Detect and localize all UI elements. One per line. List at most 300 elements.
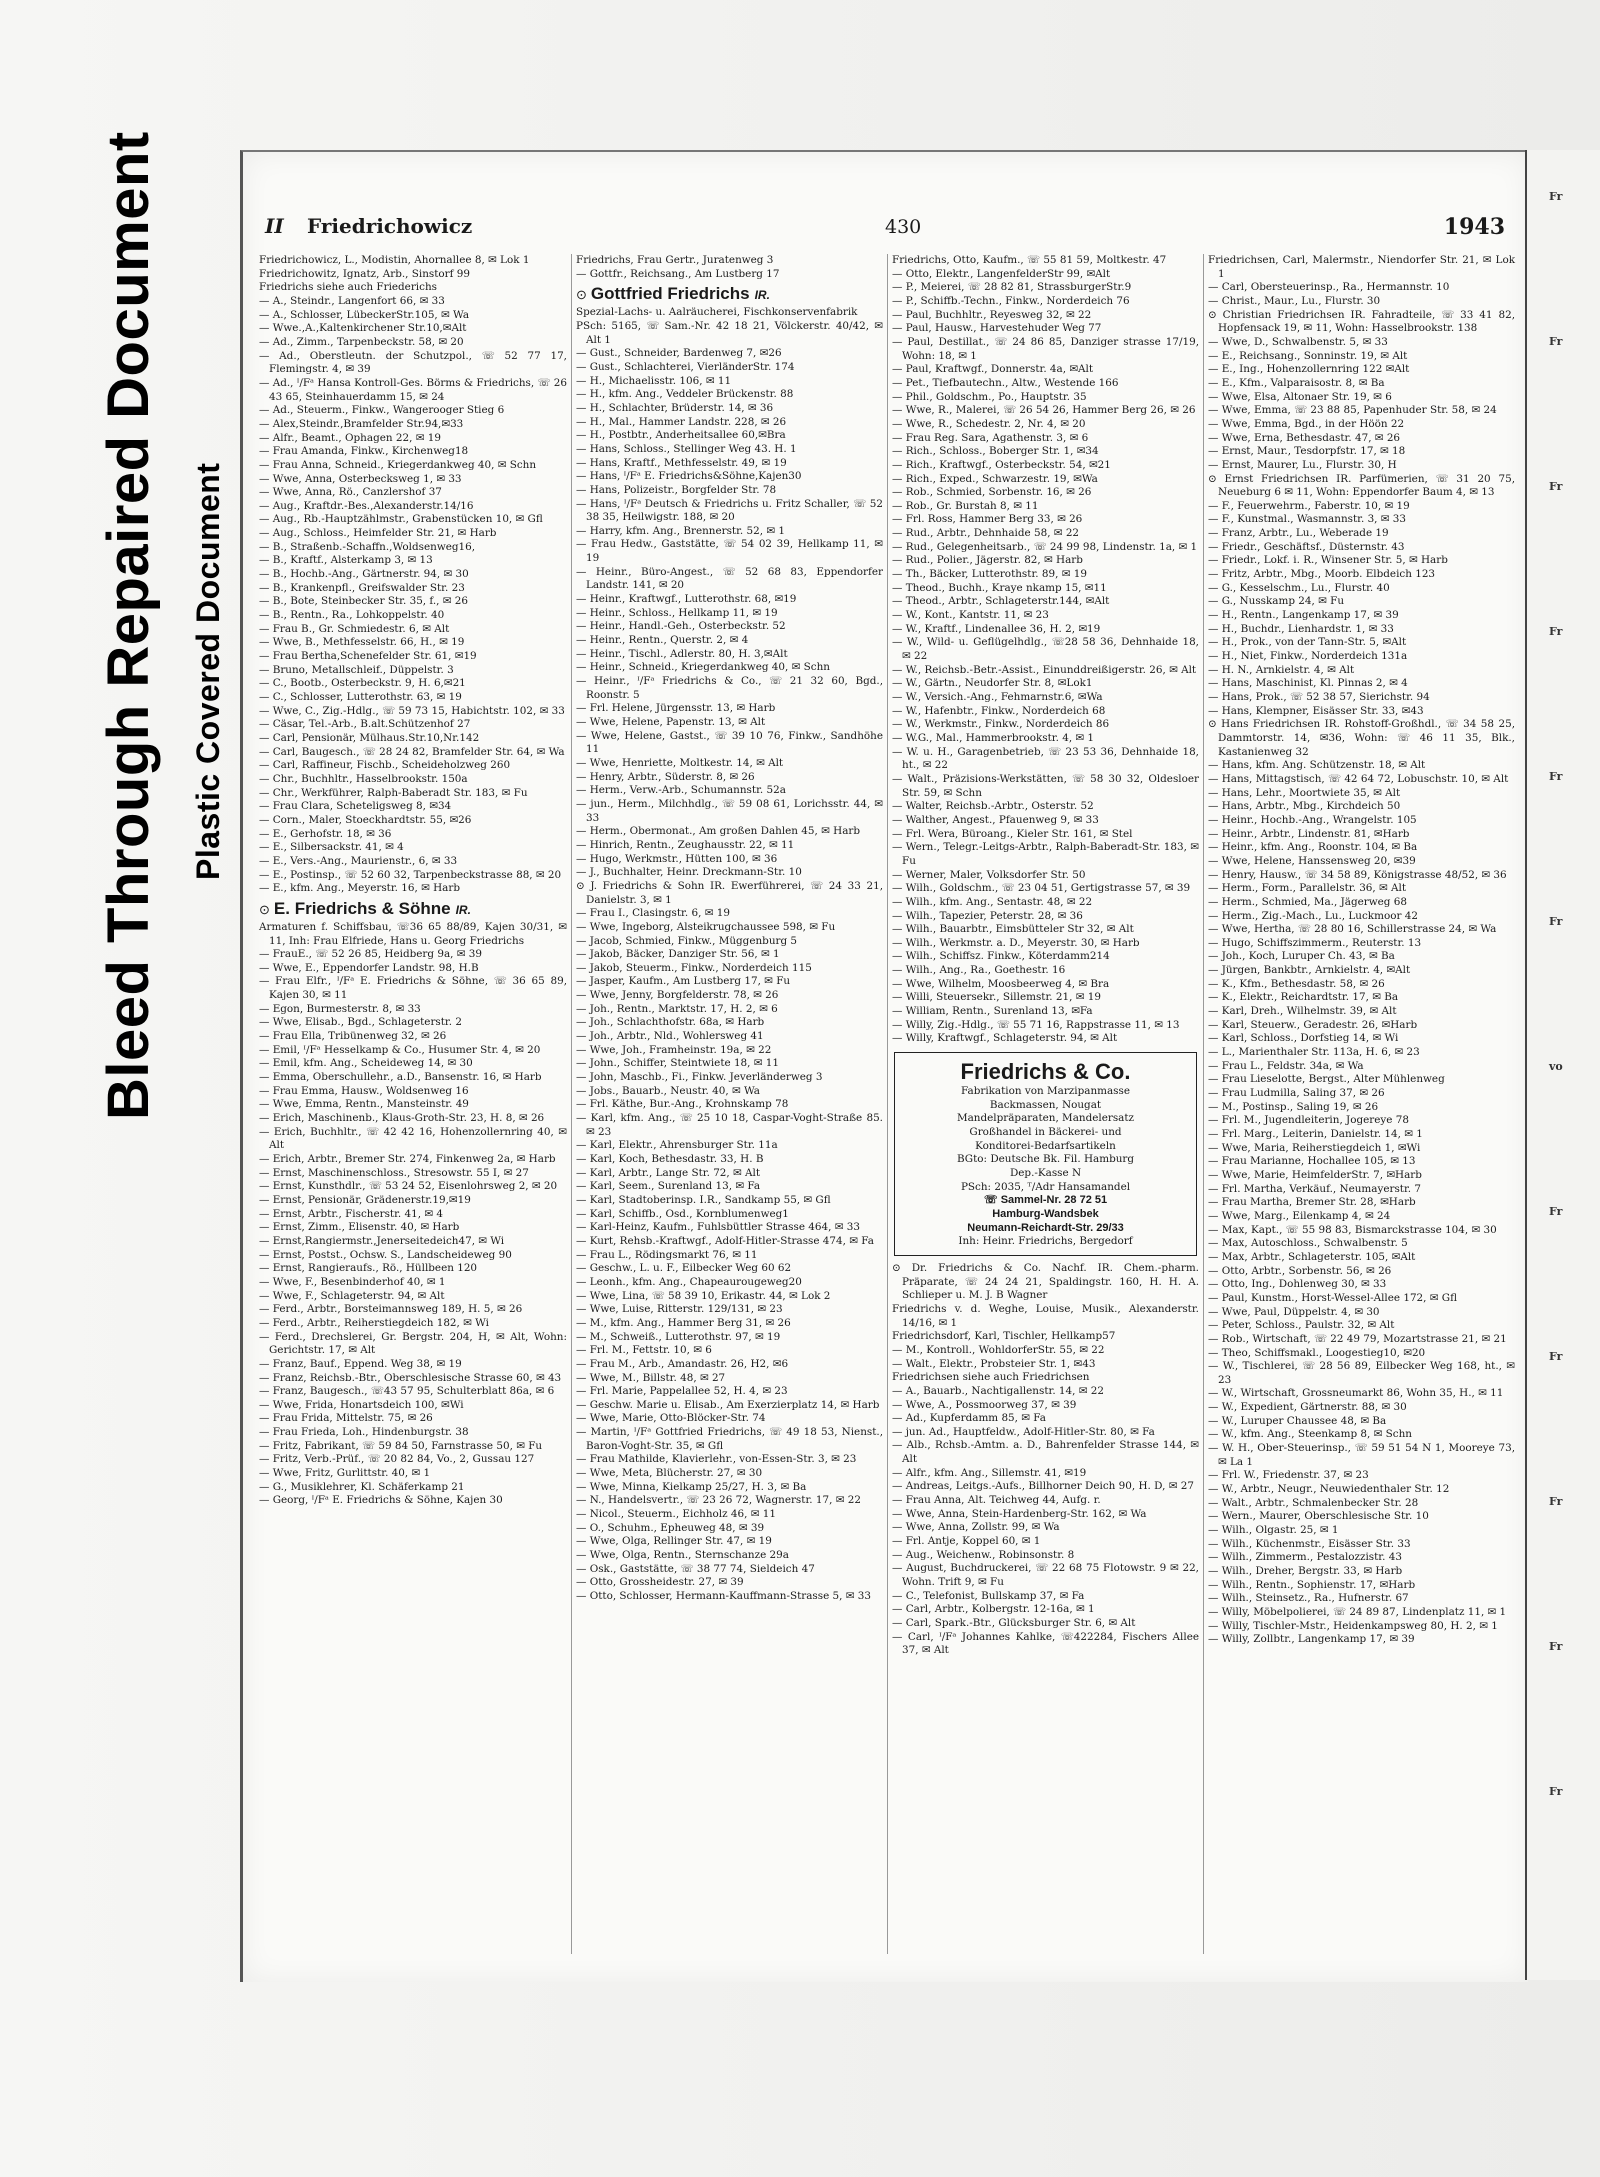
directory-entry: — FrauE., ☏ 52 26 85, Heidberg 9a, ✉ 39	[259, 948, 482, 961]
directory-entry: — Wwe, Helene, Gastst., ☏ 39 10 76, Finkw., Sandhöhe 11	[576, 729, 883, 756]
directory-entry: — Paul, Buchhltr., Reyesweg 32, ✉ 22	[892, 308, 1092, 321]
directory-entry: — Frau L., Feldstr. 34a, ✉ Wa	[1208, 1059, 1364, 1072]
directory-entry: — Ad., Oberstleutn. der Schutzpol., ☏ 52 77 17, Flemingstr. 4, ✉ 39	[259, 349, 567, 376]
directory-entry: — G., Nusskamp 24, ✉ Fu	[1208, 595, 1345, 608]
directory-entry: — Alex,Steindr.,Bramfelder Str.94,✉33	[259, 417, 464, 430]
directory-entry: — Hinrich, Rentn., Zeughausstr. 22, ✉ 11	[576, 838, 795, 851]
directory-entry: — Heinr., Schloss., Hellkamp 11, ✉ 19	[576, 606, 778, 619]
directory-entry: — Wwe, Wilhelm, Moosbeerweg 4, ✉ Bra	[892, 977, 1110, 990]
directory-entry: — P., Schiffb.-Techn., Finkw., Norderdeich 76	[892, 294, 1130, 307]
directory-entry: — Wwe, F., Besenbinderhof 40, ✉ 1	[259, 1275, 446, 1288]
directory-entry: — M., Schweiß., Lutterothstr. 97, ✉ 19	[576, 1330, 781, 1343]
directory-entry: — E., Gerhofstr. 18, ✉ 36	[259, 827, 392, 840]
directory-entry: — Frau Hedw., Gaststätte, ☏ 54 02 39, Hellkamp 11, ✉ 19	[576, 538, 883, 565]
directory-entry: — Frau Anna, Alt. Teichweg 44, Aufg. r.	[892, 1494, 1101, 1507]
column-4	[1203, 254, 1519, 1954]
directory-entry: — Frau Marianne, Hochallee 105, ✉ 13	[1208, 1155, 1416, 1168]
directory-entry: — Herm., Obermonat., Am großen Dahlen 45, ✉ Harb	[576, 825, 861, 838]
directory-entry: — K., Elektr., Reichardtstr. 17, ✉ Ba	[1208, 991, 1399, 1004]
ad-line: BGto: Deutsche Bk. Fil. Hamburg	[956, 1153, 1135, 1166]
directory-entry: — Frl. W., Friedenstr. 37, ✉ 23	[1208, 1469, 1369, 1482]
adjacent-page-edge	[1525, 150, 1600, 1980]
directory-entry: — Willy, Tischler-Mstr., Heidenkampsweg 80, H. 2, ✉ 1	[1208, 1619, 1498, 1632]
directory-entry: — Alfr., kfm. Ang., Sillemstr. 41, ✉19	[892, 1466, 1087, 1479]
directory-entry: — Karl, kfm. Ang., ☏ 25 10 18, Caspar-Voght-Straße 85. ✉ 23	[576, 1112, 883, 1138]
directory-entry: — August, Buchdruckerei, ☏ 22 68 75 Flotowstr. 9 ✉ 22, Wohn. Trift 9, ✉ Fu	[892, 1562, 1199, 1589]
directory-entry: — Carl, ᴵ/Fᵃ Johannes Kahlke, ☏422284, Fischers Allee 37, ✉ Alt	[892, 1630, 1199, 1657]
directory-entry: — Wwe, Helene, Papenstr. 13, ✉ Alt	[576, 716, 766, 728]
directory-entry: — Cäsar, Tel.-Arb., B.alt.Schützenhof 27	[259, 718, 471, 731]
directory-entry: — Wilh., Zimmerm., Pestalozzistr. 43	[1208, 1551, 1402, 1564]
directory-entry: — Rob., Wirtschaft, ☏ 22 49 79, Mozartstrasse 21, ✉ 21	[1208, 1332, 1507, 1345]
directory-entry: — W., Tischlerei, ☏ 28 56 89, Eilbecker Weg 168, ht., ✉ 23	[1208, 1360, 1515, 1386]
directory-entry: — Pet., Tiefbautechn., Altw., Westende 166	[892, 376, 1119, 389]
directory-entry: — Wwe, M., Billstr. 48, ✉ 27	[576, 1371, 726, 1384]
directory-entry: — Ernst, Maschinenschloss., Stresowstr. 55 I, ✉ 27	[259, 1166, 529, 1179]
directory-entry: — Franz, Baugesch., ☏43 57 95, Schulterblatt 86a, ✉ 6	[259, 1385, 555, 1398]
directory-entry: — jun. Ad., Hauptfeldw., Adolf-Hitler-Str. 80, ✉ Fa	[892, 1425, 1155, 1438]
directory-entry: — Corn., Maler, Stoeckhardtstr. 55, ✉26	[259, 813, 472, 826]
directory-entry: — Otto, Grossheidestr. 27, ✉ 39	[576, 1576, 744, 1589]
directory-entry: — Carl, Arbtr., Kolbergstr. 12-16a, ✉ 1	[892, 1603, 1095, 1616]
listing-columns	[255, 254, 1521, 1954]
directory-entry: — Heinr., ᴵ/Fᵃ Friedrichs & Co., ☏ 21 32 60, Bgd., Roonstr. 5	[576, 675, 883, 701]
directory-entry: — Rich., Schloss., Boberger Str. 1, ✉34	[892, 445, 1099, 458]
directory-entry: — John., Schiffer, Steintwiete 18, ✉ 11	[576, 1057, 780, 1070]
directory-entry: — Franz, Arbtr., Lu., Weberade 19	[1208, 527, 1389, 540]
directory-entry: — Rich., Exped., Schwarzestr. 19, ✉Wa	[892, 472, 1098, 485]
directory-entry: — Wwe, E., Eppendorfer Landstr. 98, H.B	[259, 961, 479, 974]
directory-entry: — Ad., ᴵ/Fᵃ Hansa Kontroll-Ges. Börms & Friedrichs, ☏ 26 43 65, Steinhauerdamm 15, ✉ 24	[259, 376, 567, 403]
directory-entry: — Karl-Heinz, Kaufm., Fuhlsbüttler Strasse 464, ✉ 33	[576, 1221, 860, 1234]
telephone-marker-icon: ⊙	[576, 287, 587, 303]
directory-entry: — Emil, ᴵ/Fᵃ Hesselkamp & Co., Husumer Str. 4, ✉ 20	[259, 1043, 541, 1056]
ad-line: Konditorei-Bedarfsartikeln	[975, 1139, 1116, 1152]
directory-entry: — John, Maschb., Fi., Finkw. Jeverländerweg 3	[576, 1071, 823, 1084]
directory-entry: — Erich, Buchhltr., ☏ 42 42 16, Hohenzollernring 40, ✉ Alt	[259, 1125, 567, 1152]
directory-entry: — Max, Arbtr., Schlageterstr. 105, ✉Alt	[1208, 1250, 1416, 1263]
directory-entry: — Karl, Elektr., Ahrensburger Str. 11a	[576, 1139, 778, 1152]
directory-entry: — Wwe, Helene, Hanssensweg 20, ✉39	[1208, 854, 1416, 867]
directory-entry: Spezial-Lachs- u. Aalräucherei, Fischkonservenfabrik	[576, 306, 858, 319]
directory-entry: — Frl. Martha, Verkäuf., Neumayerstr. 7	[1208, 1182, 1422, 1195]
directory-entry: — H., Michaelisstr. 106, ✉ 11	[576, 374, 732, 387]
adjacent-page-fragment: Fr	[1549, 915, 1563, 928]
directory-entry: — Christ., Maur., Lu., Flurstr. 30	[1208, 294, 1381, 307]
directory-entry: — Wwe, Erna, Bethesdastr. 47, ✉ 26	[1208, 431, 1401, 444]
directory-entry: — Frau B., Gr. Schmiedestr. 6, ✉ Alt	[259, 622, 450, 635]
directory-entry: — Wwe, F., Schlageterstr. 94, ✉ Alt	[259, 1289, 445, 1302]
directory-entry: — W. H., Ober-Steuerinsp., ☏ 59 51 54 N 1, Mooreye 73, ✉ La 1	[1208, 1442, 1515, 1468]
directory-entry: — W., Wild- u. Geflügelhdlg., ☏28 58 36, Dehnhaide 18, ✉ 22	[892, 636, 1199, 663]
directory-entry: — Wwe, C., Zig.-Hdlg., ☏ 59 73 15, Habichtstr. 102, ✉ 33	[259, 704, 565, 717]
directory-entry: — H., Prok., von der Tann-Str. 5, ✉Alt	[1208, 636, 1407, 649]
directory-entry: — Wwe.,A.,Kaltenkirchener Str.10,✉Alt	[259, 322, 467, 335]
directory-entry: — Rud., Polier., Jägerstr. 82, ✉ Harb	[892, 554, 1083, 567]
directory-entry: — Carl, Pensionär, Mülhaus.Str.10,Nr.142	[259, 731, 480, 744]
telephone-marker-icon: ⊙	[259, 901, 270, 917]
directory-entry: — A., Steindr., Langenfort 66, ✉ 33	[259, 294, 445, 307]
directory-entry: — Karl, Dreh., Wilhelmstr. 39, ✉ Alt	[1208, 1005, 1397, 1018]
directory-entry: — Ferd., Arbtr., Reiherstiegdeich 182, ✉ Wi	[259, 1316, 489, 1329]
directory-entry: — Peter, Schloss., Paulstr. 32, ✉ Alt	[1208, 1319, 1395, 1332]
directory-entry: — Max, Autoschloss., Schwalbenstr. 5	[1208, 1237, 1408, 1250]
directory-entry: — Wwe, Joh., Framheinstr. 19a, ✉ 22	[576, 1043, 772, 1056]
directory-entry: — Wilh., Olgastr. 25, ✉ 1	[1208, 1524, 1339, 1537]
directory-entry: — Ernst, Arbtr., Fischerstr. 41, ✉ 4	[259, 1207, 443, 1220]
adjacent-page-fragment: Fr	[1549, 1640, 1563, 1653]
directory-entry: — Chr., Buchhltr., Hasselbrookstr. 150a	[259, 772, 468, 785]
directory-entry: — Jasper, Kaufm., Am Lustberg 17, ✉ Fu	[576, 975, 791, 988]
directory-entry: — F., Kunstmal., Wasmannstr. 3, ✉ 33	[1208, 513, 1407, 526]
directory-entry: — Geschw., L. u. F., Eilbecker Weg 60 62	[576, 1262, 792, 1275]
directory-entry: — Jakob, Bäcker, Danziger Str. 56, ✉ 1	[576, 948, 780, 961]
directory-entry: — Frau Elfr., ᴵ/Fᵃ E. Friedrichs & Söhne, ☏ 36 65 89, Kajen 30, ✉ 11	[259, 975, 567, 1002]
directory-entry: — Frl. Ross, Hammer Berg 33, ✉ 26	[892, 513, 1083, 526]
directory-entry: — W., Versich.-Ang., Fehmarnstr.6, ✉Wa	[892, 691, 1103, 703]
directory-entry: — Fritz, Verb.-Prüf., ☏ 20 82 84, Vo., 2, Gussau 127	[259, 1453, 535, 1466]
directory-entry: — W., Arbtr., Neugr., Neuwiedenthaler Str. 12	[1208, 1483, 1450, 1496]
directory-entry: — W., Werkmstr., Finkw., Norderdeich 86	[892, 718, 1110, 731]
ad-line: Inh: Heinr. Friedrichs, Bergedorf	[958, 1235, 1133, 1248]
directory-entry: — B., Bote, Steinbecker Str. 35, f., ✉ 26	[259, 595, 469, 608]
directory-entry: — Wilh., Ang., Ra., Goethestr. 16	[892, 964, 1066, 977]
directory-entry: — Wilh., Werkmstr. a. D., Meyerstr. 30, ✉ Harb	[892, 936, 1140, 949]
directory-entry: — Wilh., kfm. Ang., Sentastr. 48, ✉ 22	[892, 895, 1093, 908]
directory-entry: — P., Meierei, ☏ 28 82 81, StrassburgerStr.9	[892, 281, 1132, 294]
directory-entry: — Ernst, Kunsthdlr., ☏ 53 24 52, Eisenlohrsweg 2, ✉ 20	[259, 1180, 558, 1193]
directory-entry: — Frl. Wera, Büroang., Kieler Str. 161, ✉ Stel	[892, 827, 1133, 840]
directory-entry: — L., Marienthaler Str. 113a, H. 6, ✉ 23	[1208, 1046, 1420, 1059]
directory-entry: — Frau Bertha,Schenefelder Str. 61, ✉19	[259, 650, 477, 663]
directory-entry: — W.G., Mal., Hammerbrookstr. 4, ✉ 1	[892, 731, 1095, 744]
directory-entry: — Ad., Kupferdamm 85, ✉ Fa	[892, 1412, 1046, 1425]
directory-entry: Friedrichs siehe auch Friederichs	[259, 281, 437, 294]
firm-register-mark: IR.	[455, 902, 471, 917]
plastic-covered-label: Plastic Covered Document	[190, 462, 226, 880]
directory-entry: — Nicol., Steuerm., Eichholz 46, ✉ 11	[576, 1508, 776, 1521]
directory-entry: — M., Kontroll., WohldorferStr. 55, ✉ 22	[892, 1343, 1105, 1356]
directory-entry: — Frau Reg. Sara, Agathenstr. 3, ✉ 6	[892, 431, 1089, 444]
directory-entry: — H., Schlachter, Brüderstr. 14, ✉ 36	[576, 401, 774, 414]
directory-entry: — Walt., Elektr., Probsteier Str. 1, ✉43	[892, 1357, 1096, 1370]
directory-entry: — Hugo, Werkmstr., Hütten 100, ✉ 36	[576, 852, 778, 865]
directory-entry: — Hans, ᴵ/Fᵃ E. Friedrichs&Söhne,Kajen30	[576, 470, 802, 483]
directory-entry: — Harry, kfm. Ang., Brennerstr. 52, ✉ 1	[576, 524, 785, 537]
firm-heading	[576, 283, 883, 306]
running-head: Friedrichowicz	[307, 214, 473, 238]
directory-entry: — Erich, Maschinenb., Klaus-Groth-Str. 23, H. 8, ✉ 26	[259, 1112, 545, 1125]
directory-entry: — Ernst, Maur., Tesdorpfstr. 17, ✉ 18	[1208, 445, 1406, 458]
directory-entry: — Wilh., Steinsetz., Ra., Hufnerstr. 67	[1208, 1592, 1409, 1605]
directory-entry: — Egon, Burmesterstr. 8, ✉ 33	[259, 1002, 421, 1015]
directory-entry: — Paul, Kraftwgf., Donnerstr. 4a, ✉Alt	[892, 363, 1094, 376]
directory-entry: — Herm., Zig.-Mach., Lu., Luckmoor 42	[1208, 909, 1418, 922]
directory-entry: — Wwe, Anna, Zollstr. 99, ✉ Wa	[892, 1521, 1060, 1534]
directory-entry: — Ad., Zimm., Tarpenbeckstr. 58, ✉ 20	[259, 335, 464, 348]
directory-entry: — Wwe, Marie, Otto-Blöcker-Str. 74	[576, 1412, 766, 1425]
directory-entry: — Andreas, Leitgs.-Aufs., Billhorner Deich 90, H. D, ✉ 27	[892, 1480, 1194, 1493]
directory-entry: — Ferd., Arbtr., Borsteimannsweg 189, H. 5, ✉ 26	[259, 1303, 523, 1316]
directory-entry: — Hans, Maschinist, Kl. Pinnas 2, ✉ 4	[1208, 677, 1408, 690]
directory-entry: — Wwe, Hertha, ☏ 28 80 16, Schillerstrasse 24, ✉ Wa	[1208, 923, 1497, 936]
directory-entry: — H., Postbtr., Anderheitsallee 60,✉Bra	[576, 429, 786, 442]
directory-entry: — Max, Kapt., ☏ 55 98 83, Bismarckstrasse 104, ✉ 30	[1208, 1223, 1497, 1236]
ad-line: Backmassen, Nougat	[989, 1098, 1102, 1111]
directory-entry: — Ernst, Rangieraufs., Rö., Hüllbeen 120	[259, 1262, 478, 1275]
directory-entry: — Walter, Reichsb.-Arbtr., Osterstr. 52	[892, 800, 1094, 813]
directory-entry: — Wilh., Goldschm., ☏ 23 04 51, Gertigstrasse 57, ✉ 39	[892, 882, 1191, 895]
directory-entry: — H., Rentn., Langenkamp 17, ✉ 39	[1208, 609, 1399, 622]
ad-line: Fabrikation von Marzipanmasse	[961, 1085, 1130, 1098]
directory-entry: — Hans, Klempner, Eisässer Str. 33, ✉43	[1208, 704, 1424, 717]
directory-entry: — M., kfm. Ang., Hammer Berg 31, ✉ 26	[576, 1316, 791, 1329]
adjacent-page-fragment: Fr	[1549, 190, 1563, 203]
directory-entry: ⊙ Hans Friedrichsen IR. Rohstoff-Großhdl., ☏ 34 58 25, Dammtorstr. 14, ✉36, Wohn: ☏ 46 11 35, Blk., Kastanienweg 32	[1208, 718, 1515, 758]
directory-entry: — Frl. Antje, Koppel 60, ✉ 1	[892, 1535, 1041, 1548]
directory-entry: — Frau Martha, Bremer Str. 28, ✉Harb	[1208, 1196, 1416, 1209]
directory-entry: — Wwe, Olga, Rellinger Str. 47, ✉ 19	[576, 1535, 772, 1548]
directory-entry: — A., Schlosser, LübeckerStr.105, ✉ Wa	[259, 308, 470, 321]
adjacent-page-fragment: vo	[1549, 1060, 1563, 1073]
directory-entry: — Karl, Seem., Surenland 13, ✉ Fa	[576, 1180, 761, 1193]
firm-name: Gottfried Friedrichs	[590, 284, 750, 304]
directory-entry: — Willi, Steuersekr., Sillemstr. 21, ✉ 19	[892, 991, 1101, 1004]
directory-entry: — Bruno, Metallschleif., Düppelstr. 3	[259, 663, 454, 676]
directory-entry: — Hans, Polizeistr., Borgfelder Str. 78	[576, 483, 777, 496]
directory-entry: — B., Straßenb.-Schaffn.,Woldsenweg16,	[259, 540, 476, 553]
directory-entry: — E., Vers.-Ang., Maurienstr., 6, ✉ 33	[259, 854, 458, 867]
ad-line: ☏ Sammel-Nr. 28 72 51	[983, 1194, 1108, 1207]
directory-entry: — Frau Mathilde, Klavierlehr., von-Essen-Str. 3, ✉ 23	[576, 1453, 857, 1466]
directory-entry: — Heinr., Tischl., Adlerstr. 80, H. 3,✉Alt	[576, 647, 788, 660]
directory-entry: — Karl, Schloss., Dorfstieg 14, ✉ Wi	[1208, 1032, 1399, 1045]
directory-entry: — Hans, Schloss., Stellinger Weg 43. H. 1	[576, 442, 797, 455]
directory-entry: — M., Postinsp., Saling 19, ✉ 26	[1208, 1100, 1379, 1113]
directory-entry: — E., Reichsang., Sonninstr. 19, ✉ Alt	[1208, 349, 1408, 362]
directory-entry: — Walther, Angest., Pfauenweg 9, ✉ 33	[892, 813, 1099, 826]
column-1	[255, 254, 571, 1954]
directory-entry: — Carl, Raffineur, Fischb., Scheideholzweg 260	[259, 759, 511, 772]
directory-entry: — Geschw. Marie u. Elisab., Am Exerzierplatz 14, ✉ Harb	[576, 1398, 880, 1411]
directory-entry: — Wwe, A., Possmoorweg 37, ✉ 39	[892, 1398, 1077, 1411]
directory-entry: — Karl, Arbtr., Lange Str. 72, ✉ Alt	[576, 1166, 761, 1179]
directory-entry: — Carl, Baugesch., ☏ 28 24 82, Bramfelder Str. 64, ✉ Wa	[259, 745, 565, 758]
directory-entry: — Paul, Kunstm., Horst-Wessel-Allee 172, ✉ Gfl	[1208, 1291, 1458, 1304]
directory-entry: — Willy, Zollbtr., Langenkamp 17, ✉ 39	[1208, 1633, 1415, 1646]
directory-entry: — W., Reichsb.-Betr.-Assist., Einunddreißigerstr. 26, ✉ Alt	[892, 663, 1197, 676]
directory-entry: — Alfr., Beamt., Ophagen 22, ✉ 19	[259, 431, 441, 444]
directory-entry: — Aug., Schloss., Heimfelder Str. 21, ✉ Harb	[259, 527, 497, 540]
directory-entry: — Ernst, Postst., Ochsw. S., Landscheideweg 90	[259, 1248, 512, 1261]
directory-entry: Friedrichs v. d. Weghe, Louise, Musik., Alexanderstr. 14/16, ✉ 1	[892, 1302, 1199, 1329]
directory-entry: — Wern., Telegr.-Leitgs-Arbtr., Ralph-Baberadt-Str. 183, ✉ Fu	[892, 841, 1199, 867]
directory-entry: — E., Kfm., Valparaisostr. 8, ✉ Ba	[1208, 376, 1385, 389]
directory-year: 1943	[1443, 214, 1505, 240]
directory-entry: — Wilh., Bauarbtr., Eimsbütteler Str 32, ✉ Alt	[892, 923, 1134, 936]
directory-entry: — Wwe, Ingeborg, Alsteikrugchaussee 598, ✉ Fu	[576, 920, 836, 933]
directory-entry: — Emma, Oberschullehr., a.D., Bansenstr. 16, ✉ Harb	[259, 1071, 542, 1084]
directory-entry: — C., Telefonist, Bullskamp 37, ✉ Fa	[892, 1589, 1085, 1602]
directory-entry: — N., Handelsvertr., ☏ 23 26 72, Wagnerstr. 17, ✉ 22	[576, 1494, 861, 1507]
adjacent-page-fragment: Fr	[1549, 1205, 1563, 1218]
directory-entry: — Fritz, Fabrikant, ☏ 59 84 50, Farnstrasse 50, ✉ Fu	[259, 1439, 543, 1452]
advertisement-box	[894, 1052, 1197, 1256]
directory-entry: — Ernst, Zimm., Elisenstr. 40, ✉ Harb	[259, 1221, 460, 1234]
directory-entry: — Rud., Arbtr., Dehnhaide 58, ✉ 22	[892, 527, 1080, 540]
directory-entry: — Karl, Schiffb., Osd., Kornblumenweg1	[576, 1207, 789, 1220]
directory-entry: — Joh., Rentn., Marktstr. 17, H. 2, ✉ 6	[576, 1002, 778, 1015]
directory-entry: — Heinr., Kraftwgf., Lutterothstr. 68, ✉19	[576, 593, 797, 606]
bleed-through-label: Bleed Through Repaired Document	[96, 131, 161, 1120]
directory-entry: — Hans, Lehr., Moortwiete 35, ✉ Alt	[1208, 786, 1401, 799]
ad-line: Neumann-Reichardt-Str. 29/33	[967, 1221, 1124, 1234]
directory-entry: ⊙ Christian Friedrichsen IR. Fahradteile, ☏ 33 41 82, Hopfensack 19, ✉ 11, Wohn: Hasselbrookstr. 138	[1208, 308, 1515, 335]
directory-entry: Friedrichsen, Carl, Malermstr., Niendorfer Str. 21, ✉ Lok 1	[1208, 254, 1515, 280]
directory-entry: — Heinr., Schneid., Kriegerdankweg 40, ✉ Schn	[576, 661, 830, 674]
directory-entry: — Jobs., Bauarb., Neustr. 40, ✉ Wa	[576, 1084, 760, 1097]
directory-entry: — Willy, Kraftwgf., Schlageterstr. 94, ✉ Alt	[892, 1032, 1118, 1045]
directory-entry: — Frl. M., Jugendleiterin, Jogereye 78	[1208, 1114, 1409, 1127]
directory-entry: — Wilh., Schiffsz. Finkw., Köterdamm214	[892, 950, 1110, 963]
directory-entry: — Wilh., Rentn., Sophienstr. 17, ✉Harb	[1208, 1578, 1416, 1591]
directory-entry: — Wwe, Jenny, Borgfelderstr. 78, ✉ 26	[576, 989, 779, 1002]
directory-entry: — Wwe, B., Methfesselstr. 66, H., ✉ 19	[259, 636, 465, 649]
directory-entry: — Frl. Käthe, Bur.-Ang., Krohnskamp 78	[576, 1098, 789, 1111]
directory-entry: — Wwe, Paul, Düppelstr. 4, ✉ 30	[1208, 1305, 1380, 1318]
directory-entry: — G., Kesselschm., Lu., Flurstr. 40	[1208, 581, 1390, 594]
directory-entry: — Herm., Schmied, Ma., Jägerweg 68	[1208, 895, 1407, 908]
directory-entry: — W., Kont., Kantstr. 11, ✉ 23	[892, 609, 1049, 622]
directory-entry: — Kurt, Rehsb.-Kraftwgf., Adolf-Hitler-Strasse 474, ✉ Fa	[576, 1234, 874, 1247]
directory-entry: Friedrichowitz, Ignatz, Arb., Sinstorf 99	[259, 267, 470, 280]
directory-entry: Friedrichowicz, L., Modistin, Ahornallee 8, ✉ Lok 1	[259, 254, 530, 266]
directory-entry: — Joh., Arbtr., Nld., Wohlersweg 41	[576, 1030, 764, 1043]
directory-entry: — Osk., Gaststätte, ☏ 38 77 74, Sieldeich 47	[576, 1562, 815, 1575]
directory-entry: — Heinr., Büro-Angest., ☏ 52 68 83, Eppendorfer Landstr. 141, ✉ 20	[576, 565, 883, 592]
directory-entry: — Gottfr., Reichsang., Am Lustberg 17	[576, 267, 780, 280]
firm-register-mark: IR.	[754, 288, 770, 303]
adjacent-page-fragment: Fr	[1549, 335, 1563, 348]
directory-entry: — Herm., Form., Parallelstr. 36, ✉ Alt	[1208, 882, 1407, 895]
directory-entry: — Rob., Schmied, Sorbenstr. 16, ✉ 26	[892, 486, 1092, 499]
ad-title: Friedrichs & Co.	[960, 1059, 1131, 1085]
directory-entry: — Heinr., Hochb.-Ang., Wrangelstr. 105	[1208, 813, 1417, 826]
directory-entry: — Wilh., Dreher, Bergstr. 33, ✉ Harb	[1208, 1565, 1403, 1577]
directory-entry: ⊙ J. Friedrichs & Sohn IR. Ewerführerei, ☏ 24 33 21, Danielstr. 3, ✉ 1	[576, 879, 883, 906]
directory-entry: — Frau Frida, Mittelstr. 75, ✉ 26	[259, 1412, 433, 1425]
directory-entry: — W. u. H., Garagenbetrieb, ☏ 23 53 36, Dehnhaide 18, ht., ✉ 22	[892, 745, 1199, 772]
directory-entry: — O., Schuhm., Epheuweg 48, ✉ 39	[576, 1521, 765, 1534]
directory-entry: — Emil, kfm. Ang., Scheideweg 14, ✉ 30	[259, 1057, 473, 1070]
column-3	[887, 254, 1203, 1954]
directory-entry: — Frau L., Rödingsmarkt 76, ✉ 11	[576, 1248, 758, 1261]
directory-entry: — Paul, Hausw., Harvestehuder Weg 77	[892, 322, 1102, 335]
directory-entry: — H., Niet, Finkw., Norderdeich 131a	[1208, 650, 1408, 663]
directory-entry: — Wwe, Luise, Ritterstr. 129/131, ✉ 23	[576, 1303, 783, 1316]
directory-entry: — Frl. M., Fettstr. 10, ✉ 6	[576, 1344, 712, 1357]
directory-entry: — Wwe, Olga, Rentn., Sternschanze 29a	[576, 1549, 789, 1562]
directory-entry: Friedrichsen siehe auch Friedrichsen	[892, 1371, 1090, 1384]
adjacent-page-fragment: Fr	[1549, 1785, 1563, 1798]
directory-entry: — Hugo, Schiffszimmerm., Reuterstr. 13	[1208, 936, 1422, 949]
directory-entry: — Frau I., Clasingstr. 6, ✉ 19	[576, 907, 730, 920]
directory-entry: — Wwe, Lina, ☏ 58 39 10, Erikastr. 44, ✉ Lok 2	[576, 1289, 831, 1302]
directory-entry: — Wwe, Anna, Rö., Canzlershof 37	[259, 486, 442, 499]
directory-entry: — Karl, Koch, Bethesdastr. 33, H. B	[576, 1153, 764, 1165]
directory-entry: ⊙ Ernst Friedrichsen IR. Parfümerien, ☏ 31 20 75, Neueburg 6 ✉ 11, Wohn: Eppendorfer Baum 4, ✉ 13	[1208, 472, 1515, 499]
directory-entry: Friedrichs, Otto, Kaufm., ☏ 55 81 59, Moltkestr. 47	[892, 254, 1167, 266]
directory-entry: — Alb., Rchsb.-Amtm. a. D., Bahrenfelder Strasse 144, ✉ Alt	[892, 1439, 1199, 1466]
ad-line: Großhandel in Bäckerei- und	[969, 1126, 1122, 1139]
directory-entry: — Carl, Obersteuerinsp., Ra., Hermannstr. 10	[1208, 281, 1450, 294]
directory-entry: — Hans, ᴵ/Fᵃ Deutsch & Friedrichs u. Fritz Schaller, ☏ 52 38 35, Heilwigstr. 188, ✉ 20	[576, 497, 883, 524]
directory-entry: — Wilh., Tapezier, Peterstr. 28, ✉ 36	[892, 909, 1083, 922]
directory-entry: — Wern., Maurer, Oberschlesische Str. 10	[1208, 1510, 1429, 1523]
directory-entry: — H. N., Arnkielstr. 4, ✉ Alt	[1208, 663, 1355, 676]
directory-entry: — Wwe, D., Schwalbenstr. 5, ✉ 33	[1208, 335, 1388, 348]
directory-entry: — Gust., Schneider, Bardenweg 7, ✉26	[576, 347, 782, 360]
directory-entry: — Heinr., Arbtr., Lindenstr. 81, ✉Harb	[1208, 827, 1410, 840]
page-number: 430	[885, 216, 922, 238]
directory-entry: — Ferd., Drechslerei, Gr. Bergstr. 204, H, ✉ Alt, Wohn: Gerichtstr. 17, ✉ Alt	[259, 1330, 567, 1357]
directory-entry: — B., Krankenpfl., Greifswalder Str. 23	[259, 581, 465, 594]
ad-line: Hamburg-Wandsbek	[992, 1207, 1099, 1220]
directory-entry: — Frau Ella, Tribünenweg 32, ✉ 26	[259, 1030, 447, 1043]
directory-entry: — W., kfm. Ang., Steenkamp 8, ✉ Schn	[1208, 1428, 1412, 1441]
directory-entry: — Wwe, Elisab., Bgd., Schlageterstr. 2	[259, 1016, 462, 1029]
directory-entry: Friedrichsdorf, Karl, Tischler, Hellkamp57	[892, 1330, 1116, 1343]
directory-entry: — Theod., Buchh., Kraye nkamp 15, ✉11	[892, 581, 1107, 594]
directory-entry: — Jürgen, Bankbtr., Arnkielstr. 4, ✉Alt	[1208, 964, 1411, 977]
directory-entry: — Wwe, Frida, Honartsdeich 100, ✉Wi	[259, 1398, 464, 1411]
directory-page	[240, 150, 1528, 1982]
directory-entry: — Frau Amanda, Finkw., Kirchenweg18	[259, 445, 469, 458]
directory-entry: — Joh., Schlachthofstr. 68a, ✉ Harb	[576, 1016, 765, 1029]
directory-entry: — Wwe, Anna, Osterbecksweg 1, ✉ 33	[259, 472, 462, 485]
directory-entry: — Frau Ludmilla, Saling 37, ✉ 26	[1208, 1087, 1385, 1100]
firm-name: E. Friedrichs & Söhne	[273, 898, 451, 918]
adjacent-page-fragment: Fr	[1549, 1495, 1563, 1508]
directory-entry: — Joh., Koch, Luruper Ch. 43, ✉ Ba	[1208, 950, 1395, 963]
directory-entry: — J., Buchhalter, Heinr. Dreckmann-Str. 10	[576, 866, 802, 879]
column-2	[571, 254, 887, 1954]
directory-entry: — jun., Herm., Milchhdlg., ☏ 59 08 61, Lorichsstr. 44, ✉ 33	[576, 797, 883, 824]
directory-entry: — Rud., Gelegenheitsarb., ☏ 24 99 98, Lindenstr. 1a, ✉ 1	[892, 540, 1198, 553]
directory-entry: — Otto, Ing., Dohlenweg 30, ✉ 33	[1208, 1278, 1387, 1291]
directory-entry: — Otto, Schlosser, Hermann-Kauffmann-Strasse 5, ✉ 33	[576, 1590, 871, 1602]
directory-entry: — E., Ing., Hohenzollernring 122 ✉Alt	[1208, 363, 1410, 376]
directory-entry: — Ernst, Pensionär, Grädenerstr.19,✉19	[259, 1193, 471, 1206]
directory-entry: — Wwe, Emma, ☏ 23 88 85, Papenhuder Str. 58, ✉ 24	[1208, 404, 1497, 417]
directory-entry: PSch: 5165, ☏ Sam.-Nr. 42 18 21, Völckerstr. 40/42, ✉ Alt 1	[576, 319, 883, 346]
directory-entry: — Rich., Kraftwgf., Osterbeckstr. 54, ✉21	[892, 458, 1111, 471]
directory-entry: — Aug., Weichenw., Robinsonstr. 8	[892, 1548, 1075, 1561]
directory-entry: — Hans, kfm. Ang. Schützenstr. 18, ✉ Alt	[1208, 759, 1426, 772]
directory-entry: — Frl. Helene, Jürgensstr. 13, ✉ Harb	[576, 702, 776, 715]
directory-entry: — Georg, ᴵ/Fᵃ E. Friedrichs & Söhne, Kajen 30	[259, 1494, 503, 1507]
directory-entry: — Walt., Arbtr., Schmalenbecker Str. 28	[1208, 1496, 1419, 1509]
directory-entry: — Heinr., Handl.-Geh., Osterbeckstr. 52	[576, 620, 786, 633]
directory-entry: — B., Rentn., Ra., Lohkoppelstr. 40	[259, 609, 445, 622]
directory-entry: — Wwe, Maria, Reiherstiegdeich 1, ✉Wi	[1208, 1141, 1421, 1154]
directory-entry: — A., Bauarb., Nachtigallenstr. 14, ✉ 22	[892, 1384, 1104, 1397]
directory-entry: — Wwe, Fritz, Gurlittstr. 40, ✉ 1	[259, 1467, 431, 1480]
directory-entry: — Willy, Zig.-Hdlg., ☏ 55 71 16, Rappstrasse 11, ✉ 13	[892, 1018, 1180, 1031]
directory-entry: — Otto, Arbtr., Sorbenstr. 56, ✉ 26	[1208, 1264, 1392, 1277]
ad-line: PSch: 2035, ᵀ/Adr Hansamandel	[960, 1180, 1131, 1193]
directory-entry: — Erich, Arbtr., Bremer Str. 274, Finkenweg 2a, ✉ Harb	[259, 1153, 556, 1165]
